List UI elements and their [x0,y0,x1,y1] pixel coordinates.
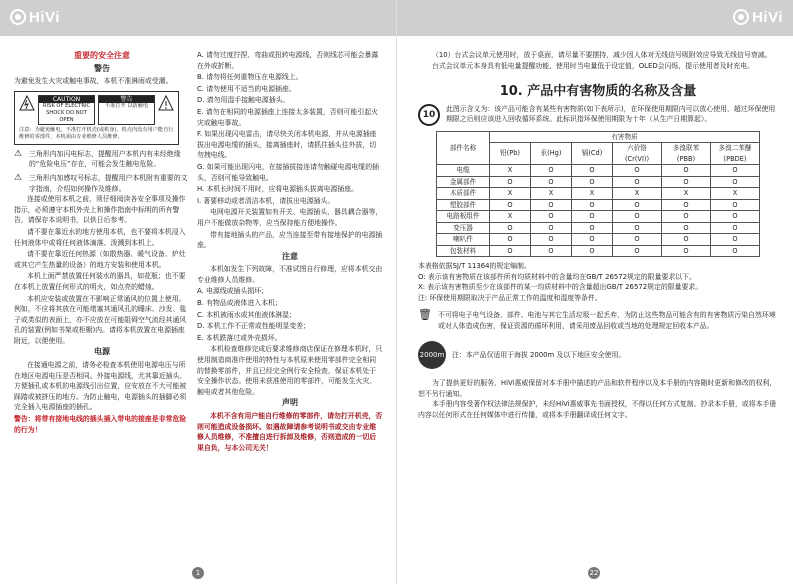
table-cell: X [490,211,531,223]
table-cell: O [572,222,613,234]
statement-text: 本机不含有用户能自行维修的零部件，请勿打开机壳，否则可能造成设备损坏。如遇故障请参考说明书或交由专业维修人员维修，不准擅自进行拆卸及维修，否则造成的一切后果自负，与本公司无关！ [197,412,383,452]
table-row [437,165,760,177]
hazard-section-title: 10. 产品中有害物质的名称及含量 [499,84,697,99]
table-cell: O [572,165,613,177]
page-number-left: 1 [192,567,204,579]
table-cell: O [531,245,572,257]
caution-note: 注意：为避免触电，不准打开机壳(或机身)，机壳内没有用户能自行维修的零部件，本机须由专业维修人员维修。 [19,126,174,140]
table-cell: O [662,165,711,177]
left-column-1 [14,50,190,436]
table-column-header: 汞(Hg) [531,143,572,165]
para-heat: 请不要在靠近任何热源（如散热器、暖气设备、炉灶或其它产生热量的设备）的地方安装和使用本机。 [14,250,186,269]
page-number-right: 22 [589,569,599,577]
note-x: X: 表示该有害物质至少在该部件的某一均质材料中的含量超出GB/T 26572规定的限量要求。 [418,283,703,291]
hivi-logo-right: HiVi [733,9,783,26]
table-cell: X [490,188,531,200]
table-cell: X [490,165,531,177]
power-cord-item: G. 如果可能出现闪电，在接插拔接连请勿触碰电源电缆的插头，否则可能导致触电。 [197,162,379,182]
table-cell: O [662,245,711,257]
lightning-triangle-icon [19,95,35,125]
para-copyright: 本手册内容受著作权法律法规保护，未经HiVi惠威事先书面授权，不得以任何方式复制、抄录本手册，或将本手册内容以任何形式在任何媒体中进行传播，或将本手册翻译成任何文字。 [418,400,777,419]
power-cord-item: I. 著要移动或者清洁本机，请拔出电源插头。 [197,196,335,205]
para-read-instructions: 连接或使用本机之前，须仔细阅读各安全事项及操作指示，必须遵守本机外壳上和操作指南中标明的所有警告，请保存本说明书，以供日后参考。 [14,195,186,225]
table-cell: O [490,176,531,188]
hazard-table [436,131,760,258]
para-ground: 带有接地插头的产品，应当连接至带有接地保护的电源插座。 [197,230,383,250]
note-env: 注: 环保使用期限取决于产品正常工作的温度和湿度等条件。 [418,293,602,302]
table-cell: O [531,211,572,223]
table-cell: O [531,165,572,177]
table-cell: O [531,234,572,246]
warning-title: 警告 [94,63,110,73]
exclamation-triangle-icon [158,95,174,125]
hazard-intro: 10 此图示含义为：该产品可能含有某些有害物质(如下表所示)，在环保使用期限内可以放心使用，超过环保使用期限之后则应该进入回收循环系统。此标识指环保使用期限为十年（从生产日期算起）。 [418,104,778,126]
note-item: E. 本机跌落过或外壳损坏。 [197,333,282,342]
table-head-part: 部件名称 [437,131,490,165]
table-row [437,222,760,234]
note-item: C. 本机被雨水或其他液体淋湿； [197,310,296,319]
table-cell: X [662,188,711,200]
note-repair: 本机检查维修完成后要求维修商店保证在修理本机时，只使用制造商准许使用的特性与本机原来使用零部件完全相同的替换零部件，并且已经完全例行安全检查，保证本机处于安全操作状态。使用未获准使用的零部件，可能发生火灾、触电或者其他危险。 [197,345,383,396]
left-page [0,0,396,584]
table-cell: O [711,176,760,188]
para-power-warning: 警告：将带有接地电线的插头插入带电的接座是非常危险的行为！ [14,415,187,434]
power-cord-item: A. 请勿过度拧捏、弯曲或扭转电源线，否则线芯可能会暴露在外或折断。 [197,51,379,70]
table-cell: O [613,176,662,188]
left-header-bar [0,0,396,36]
table-cell: O [613,222,662,234]
table-row [437,211,760,223]
para-desktop-unit: （10）台式会议单元使用时，放于桌面，请尽量不要摆持，减少因人体对无线信号吸附效应导致无线信号衰减。 [432,51,772,59]
table-cell: O [662,199,711,211]
table-cell: O [711,211,760,223]
table-cell: O [711,245,760,257]
table-cell: O [572,234,613,246]
table-row-part-name: 塑胶部件 [437,199,490,211]
table-cell: O [572,176,613,188]
table-cell: O [711,165,760,177]
power-cord-item: H. 本机长时间不用时，应将电源插头拔离电源插座。 [197,185,359,194]
left-column-2 [197,50,383,454]
table-cell: O [613,165,662,177]
table-row-part-name: 喇叭件 [437,234,490,246]
warning-text: 为避免发生火灾或触电事故，本机不准淋雨或受潮。 [14,77,173,86]
table-cell: O [613,245,662,257]
para-update-rights: 为了提供更好的服务，HiVi惠威保留对本手册中描述的产品和软件程序以及本手册的内容随时更新和修改的权利，恕不另行通知。 [418,379,777,398]
power-cord-items [197,50,383,206]
para-switch: 电网电源开关装置如有开关、电源插头，器具耦合器等，用户不能做放杂物等，应当保持能方便地操作。 [197,208,383,227]
table-column-header: 多溴联苯 (PBB) [662,143,711,165]
note-item: B. 有物品或液体进入本机； [197,299,282,308]
hivi-logo-icon [733,9,749,25]
recycle-notice: 🗑 不可将电子电气设备、部件、电池与其它生活垃圾一起丢弃，为防止这些物品可能含有的有害物质污染自然环境或对人体造成伤害，保证资源的循环利用，请采用废品回收或当地的处理规定回收本产品。 [418,308,776,330]
table-cell: X [572,188,613,200]
table-cell: O [662,211,711,223]
table-cell: O [490,222,531,234]
table-body [437,165,760,257]
table-column-header: 镉(Cd) [572,143,613,165]
eco-period-10-icon: 10 [418,104,440,126]
table-row [437,199,760,211]
hivi-logo-icon [10,9,26,25]
para-ventilation: 本机应安装或放置在不影响正常通风的位置上使用。例如，不应将其放在可能堵塞其通风孔的睡床、沙发、毯子或类似的表面上，亦不应放在可能阻碍空气流经其通风孔的装置(例如书架或柜橱)内。请将本机放置在电源插座附近，以便使用。 [14,294,187,345]
altitude-2000m-icon: 2000m [418,341,446,369]
lightning-icon: ⚠ [14,148,23,159]
table-head-group: 有害物质 [490,131,760,143]
statement-title: 声明 [282,398,298,408]
note-item: D. 本机工作不正常或性能明显变差； [197,322,311,331]
table-column-header: 多溴二苯醚 (PBDE) [711,143,760,165]
table-cell: O [662,176,711,188]
caution-box [14,91,179,145]
power-title: 电源 [94,347,110,357]
table-column-header: 铅(Pb) [490,143,531,165]
table-cell: O [613,234,662,246]
power-cord-item: F. 如果出现闪电雷击，请尽快关闭本机电源，并从电源插座拔出电源电缆的插头，接离插座时，请抓住插头往外拔，切勿拽电线。 [197,130,377,160]
power-cord-item: C. 请勿使用不适当的电源插座。 [197,84,296,93]
table-row-part-name: 电缆 [437,165,490,177]
table-cell: O [572,245,613,257]
exclamation-icon: ⚠ [14,172,23,183]
power-cord-item: E. 请勿在相同的电源插座上连接太多装置，否则可能引起火灾或触电事故。 [197,107,378,127]
table-cell: O [662,234,711,246]
table-row-part-name: 电路板组件 [437,211,490,223]
power-cord-item: D. 请勿用湿手接触电源插头。 [197,96,290,105]
safety-title: 重要的安全注意 [74,51,130,60]
hivi-logo: HiVi [10,9,60,26]
power-cord-item: B. 请勿将任何重物压在电源线上。 [197,73,303,82]
caution-label-box-cn: 警告 不准打开 以防触电 [98,95,155,125]
table-cell: O [531,176,572,188]
para-power: 在接通电源之前，请务必检查本机使用电源电压与所在地区电源电压是否相同。外接电源线，尤其靠近插头、方便插孔或本机的电源线引出位置，应安放在不大可能被踩踏或被挤压的地方。为防止触电，电源插头的插脚必须完全插入电源插座的插孔。 [14,361,187,412]
para-low-battery: 台式会议单元本身具有低电量提醒功能，使用时当电量低于设定值，OLED会闪烁，提示使用者及时充电。 [432,61,755,70]
table-cell: X [613,188,662,200]
table-cell: O [613,211,662,223]
table-row-part-name: 金属部件 [437,176,490,188]
table-cell: O [490,245,531,257]
para-water: 请不要在靠近水的地方使用本机，也不要将本机浸入任何液体中或将任何液体滴落、泼溅到本机上。 [14,227,186,247]
table-row-part-name: 木质部件 [437,188,490,200]
table-cell: X [531,188,572,200]
note-o: O: 表示该有害物质在该部件所有均质材料中的含量均在GB/T 26572规定的限量要求以下。 [418,272,696,281]
table-cell: O [572,211,613,223]
table-cell: O [662,222,711,234]
table-row [437,188,760,200]
note-items [197,286,383,343]
table-cell: O [711,222,760,234]
symbol-exclamation-note: ⚠ 三角形内加感叹号标志，提醒用户本机附有重要的文字指南，介绍如何操作及维修。 [14,172,188,193]
para-vase: 本机上面严禁放置任何装水的器具，如花瓶；也不要在本机上放置任何形式的明火，如点亮的蜡烛。 [14,272,186,291]
table-row [437,234,760,246]
right-header-bar [397,0,793,36]
table-cell: O [613,199,662,211]
table-cell: O [531,222,572,234]
note-title: 注意 [282,251,298,261]
right-column [418,50,778,420]
table-cell: O [711,234,760,246]
table-row [437,176,760,188]
table-row-part-name: 变压器 [437,222,490,234]
caution-label-box: CAUTION RISK OF ELECTRIC SHOCK DO NOT OPEN [38,95,95,125]
table-column-header: 六价铬 (Cr(VI)) [613,143,662,165]
note-item: A. 电源线或插头损坏； [197,287,268,296]
table-cell: O [490,199,531,211]
table-cell: O [572,199,613,211]
note-intro: 本机如发生下列故障，不准试图自行修理，应将本机交由专业维修人员维修。 [197,265,383,284]
table-row [437,245,760,257]
table-row-part-name: 包装材料 [437,245,490,257]
altitude-notice: 2000m 注：本产品仅适用于海拔 2000m 及以下地区安全使用。 [418,341,778,369]
table-cell: O [531,199,572,211]
table-cell: O [490,234,531,246]
table-cell: O [711,199,760,211]
crossed-bin-icon: 🗑 [418,308,432,321]
symbol-lightning-note: ⚠ 三角形内加闪电标志，提醒用户本机内有未经绝缘的“危险电压”存在，可能会发生触电危险。 [14,148,181,169]
table-note: 本表格依据SJ/T 11364的规定编制。 [418,262,531,270]
table-cell: X [711,188,760,200]
